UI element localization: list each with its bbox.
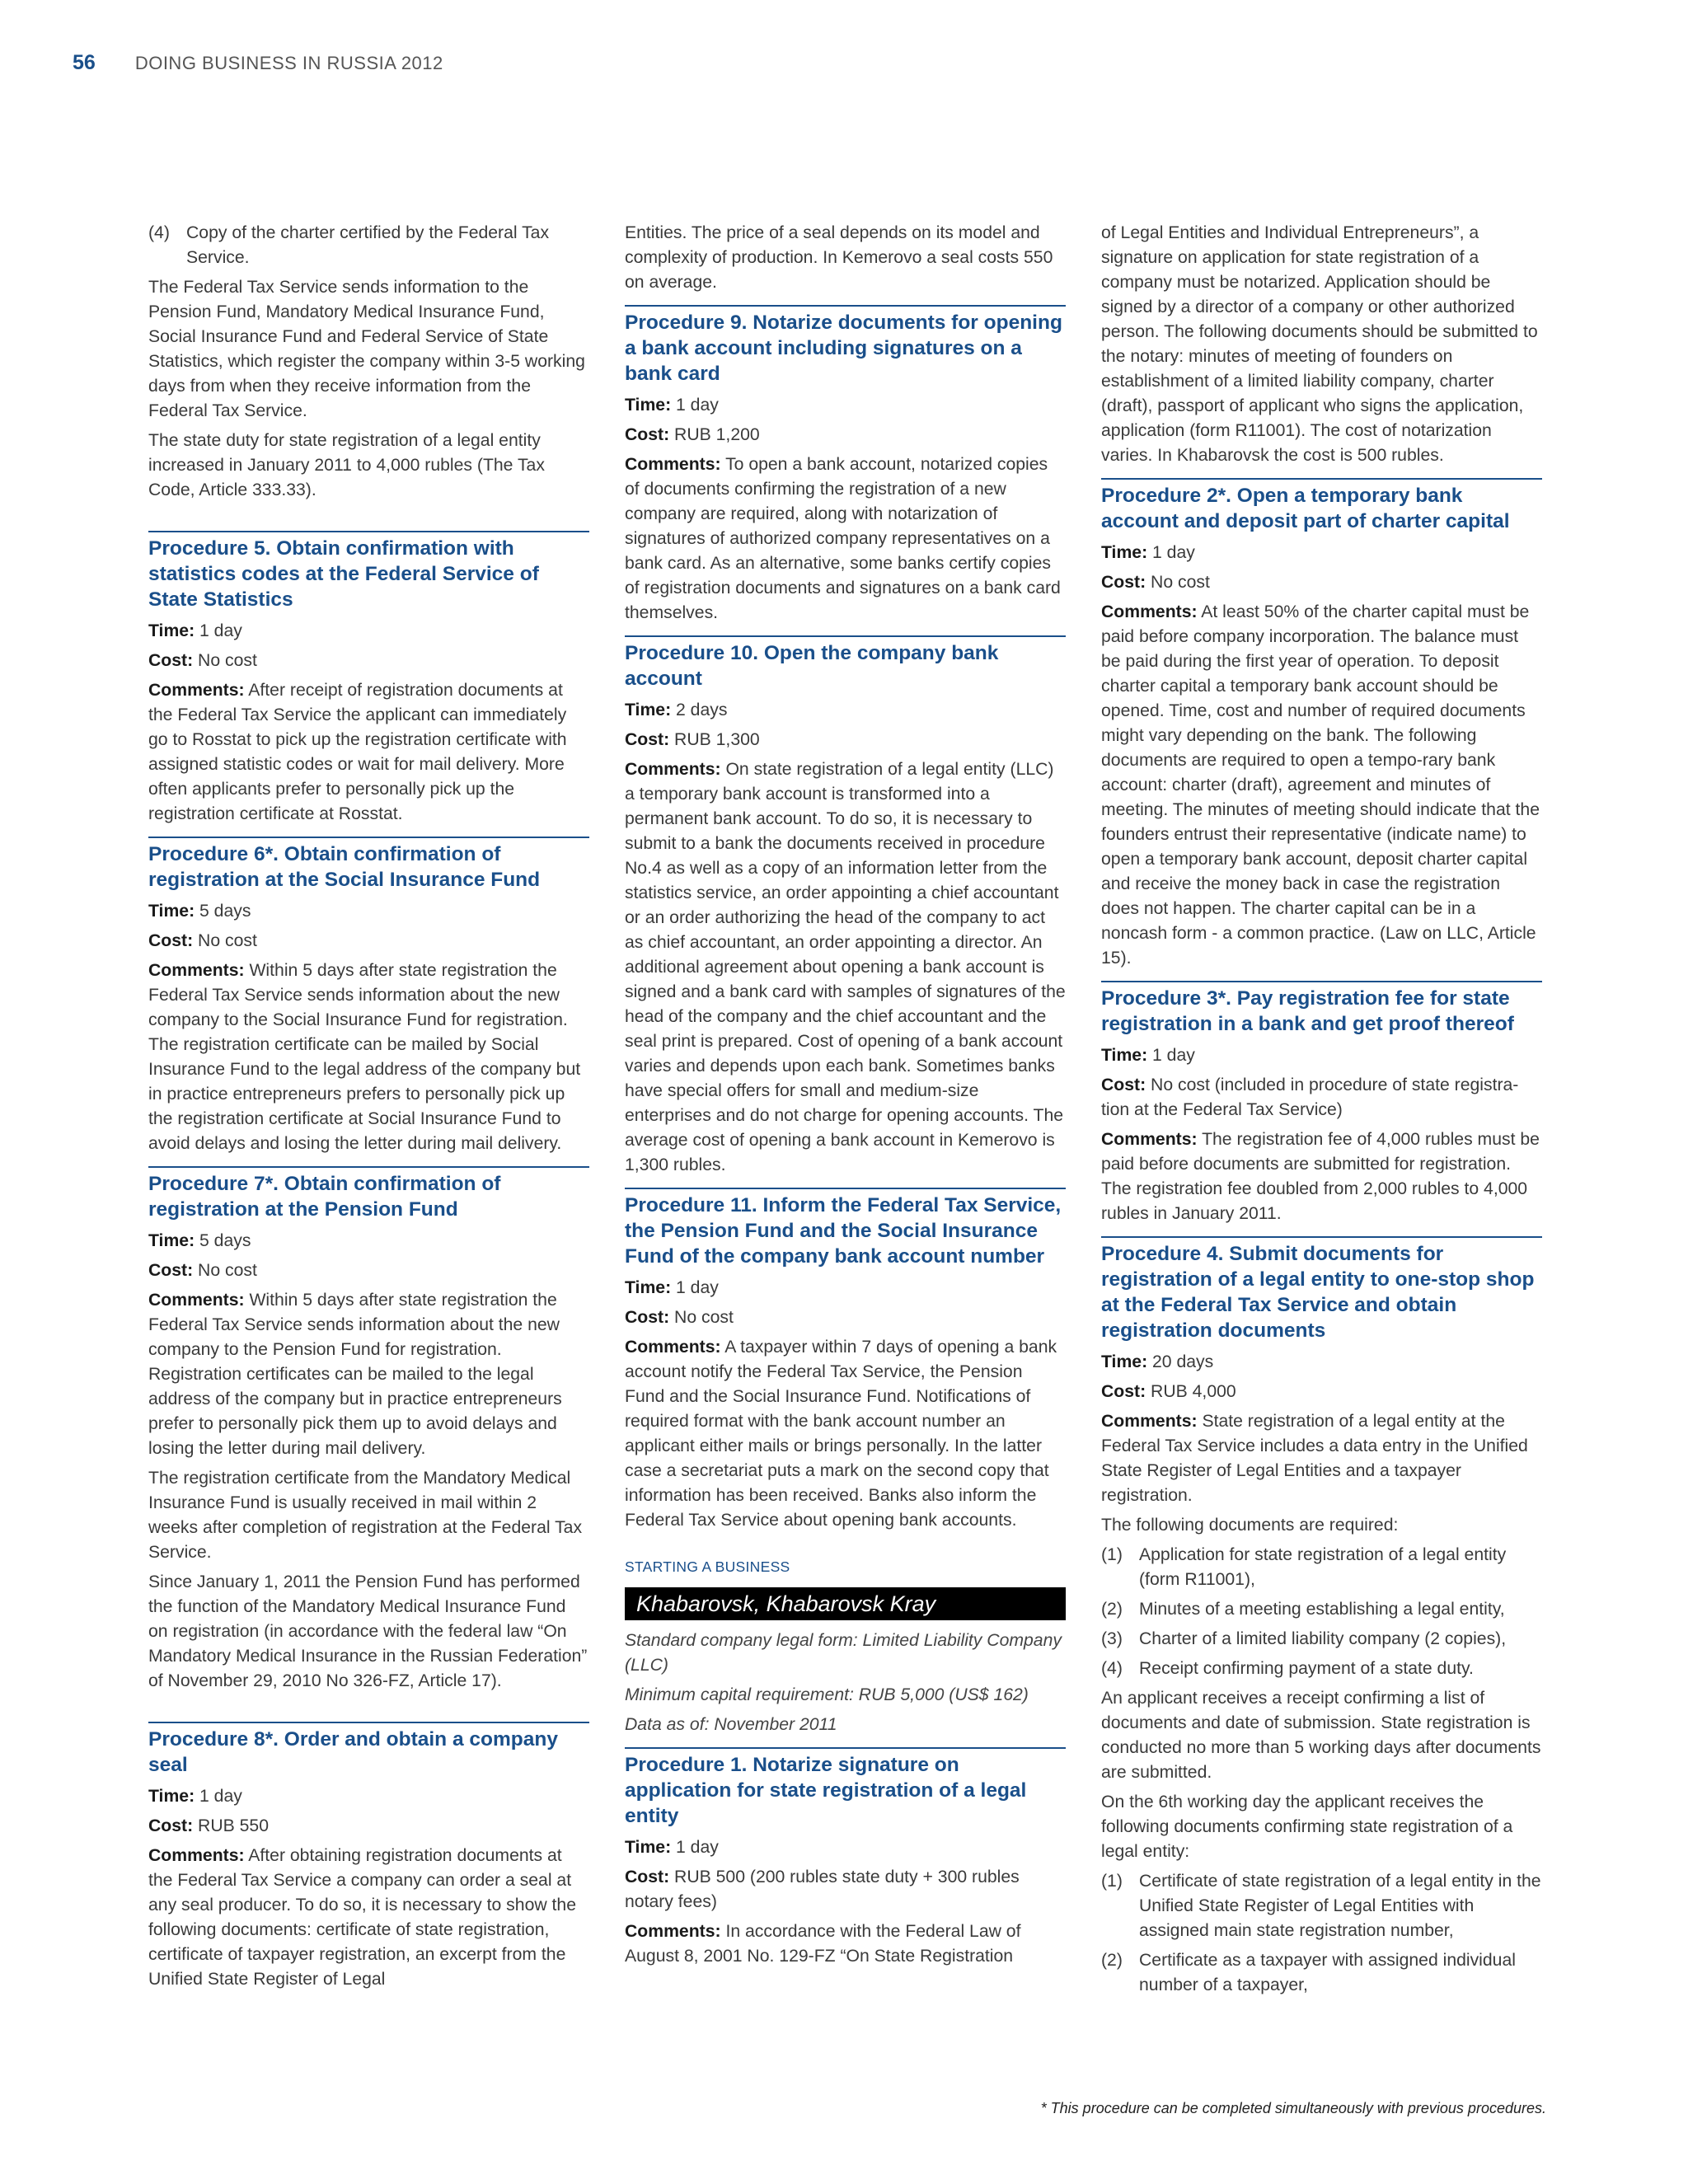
time-value: 1 day <box>676 396 719 415</box>
footnote: * This procedure can be completed simultaneously with previous procedures. <box>1040 2100 1546 2116</box>
cost-label: Cost: <box>625 730 670 749</box>
procedure-5-title: Procedure 5. Obtain confirmation with statistics codes at the Federal Service of State Statistics <box>148 537 539 611</box>
city-banner: Khabarovsk, Khabarovsk Kray <box>625 1587 1066 1620</box>
procedure-1-comments <box>625 1919 1066 1969</box>
time-value: 5 days <box>199 902 251 921</box>
cost-label: Cost: <box>625 1308 670 1327</box>
paragraph: An applicant receives a receipt confirming a list of documents and date of submission. State registration is conducted no more than 5 working days after documents are submitted. <box>1101 1689 1541 1782</box>
procedure-1-time <box>625 1835 1066 1860</box>
list-item <box>148 221 589 270</box>
list-item <box>1101 1869 1542 1943</box>
cost-label: Cost: <box>1101 573 1146 592</box>
procedure-10-title: Procedure 10. Open the company bank account <box>625 642 999 690</box>
cost-value: No cost <box>674 1308 734 1327</box>
list-item <box>1101 1543 1542 1592</box>
procedure-9-comments <box>625 452 1066 626</box>
paragraph: On the 6th working day the applicant receives the following documents confirming state registration of a legal entity: <box>1101 1793 1513 1861</box>
procedure-8-comments <box>148 1844 589 1992</box>
procedure-8-time <box>148 1784 589 1809</box>
cost-value: No cost <box>198 1261 257 1280</box>
comments-label: Comments: <box>625 455 721 474</box>
procedure-6-header <box>148 837 589 893</box>
procedure-7-time <box>148 1229 589 1254</box>
procedure-5-header <box>148 531 589 612</box>
time-value: 1 day <box>199 621 242 640</box>
procedure-6-title: Procedure 6*. Obtain confirmation of registration at the Social Insurance Fund <box>148 843 541 891</box>
comments-label: Comments: <box>625 1922 721 1941</box>
comments-text: The registration fee of 4,000 rubles must be paid before documents are submitted for registration. The registration fee doubled from 2,000 rubles to 4,000 rubles in January 2011. <box>1101 1130 1540 1223</box>
comments-text: State registration of a legal entity at the Federal Tax Service includes a data entry in the Unified State Register of Legal Entities and a taxpayer registration. <box>1101 1412 1528 1505</box>
cost-label: Cost: <box>148 931 194 950</box>
column-middle <box>625 221 1066 1974</box>
list-item <box>1101 1657 1542 1681</box>
comments-label: Comments: <box>1101 602 1198 621</box>
procedure-2-title: Procedure 2*. Open a temporary bank account and deposit part of charter capital <box>1101 485 1510 532</box>
time-value: 1 day <box>1152 543 1195 562</box>
list-item <box>1101 1627 1542 1652</box>
list-number: (4) <box>148 223 170 242</box>
comments-label: Comments: <box>1101 1412 1198 1431</box>
procedure-2-header <box>1101 478 1542 534</box>
comments-text: After obtaining registration documents at the Federal Tax Service a company can order a seal at any seal producer. To do so, it is necessary to show the following documents: certificate of state registration, certificate of taxpayer registration, an excerpt from the Unified State Register of Legal <box>148 1846 576 1989</box>
procedure-9-cost <box>625 423 1066 448</box>
procedure-2-cost <box>1101 570 1542 595</box>
paragraph: The Federal Tax Service sends information to the Pension Fund, Mandatory Medical Insurance Fund, Social Insurance Fund and Federal Service of State Statistics, which register the company within 3-5 working days from when they receive information from the Federal Tax Service. <box>148 278 585 420</box>
comments-label: Comments: <box>148 961 245 980</box>
comments-label: Comments: <box>148 1846 245 1865</box>
page-header <box>73 51 443 84</box>
procedure-7-header <box>148 1166 589 1222</box>
procedure-11-comments <box>625 1335 1066 1533</box>
procedure-8-title: Procedure 8*. Order and obtain a company seal <box>148 1728 558 1776</box>
procedure-4-time <box>1101 1350 1542 1375</box>
time-value: 1 day <box>676 1278 719 1297</box>
procedure-3-comments <box>1101 1127 1542 1226</box>
procedure-10-cost <box>625 728 1066 752</box>
procedure-6-time <box>148 899 589 924</box>
comments-text: On state registration of a legal entity (LLC) a temporary bank account is transformed into a permanent bank account. To do so, it is necessary to submit to a bank the documents received in procedure No.4 as well as a copy of an information letter from the statistics service, an order appointing a chief accountant or an order authorizing the head of the company to act as chief accountant, an order appointing a director. An additional agreement about opening a bank account is signed and a bank card with samples of signatures of the head of the company and the chief accountant and the seal print is prepared. Cost of opening of a bank account varies and depends upon each bank. Sometimes banks have special offers for small and medium-size enterprises and do not charge for opening accounts. The average cost of opening a bank account in Kemerovo is 1,300 rubles. <box>625 760 1066 1174</box>
list-number: (1) <box>1101 1872 1123 1891</box>
procedure-9-time <box>625 393 1066 418</box>
time-value: 1 day <box>676 1838 719 1857</box>
time-value: 5 days <box>199 1231 251 1250</box>
cost-value: RUB 1,300 <box>674 730 760 749</box>
procedure-9-header <box>625 305 1066 387</box>
comments-label: Comments: <box>148 1291 245 1310</box>
cost-value: RUB 500 (200 rubles state duty + 300 rubles notary fees) <box>625 1868 1020 1911</box>
list-text: Receipt confirming payment of a state duty. <box>1139 1659 1474 1678</box>
list-number: (2) <box>1101 1951 1123 1970</box>
list-text: Certificate of state registration of a legal entity in the Unified State Register of Legal Entities with assigned main state registration number, <box>1139 1872 1541 1940</box>
paragraph: of Legal Entities and Individual Entrepreneurs”, a signature on application for state registration of a company must be notarized. Application should be signed by a director of a company or other authorized person. The following documents should be submitted to the notary: minutes of meeting of founders on establishment of a limited liability company, charter (draft), passport of applicant who signs the application, application (form R11001). The cost of notarization varies. In Khabarovsk the cost is 500 rubles. <box>1101 223 1538 465</box>
list-text: Copy of the charter certified by the Federal Tax Service. <box>186 223 550 267</box>
list-number: (2) <box>1101 1600 1123 1619</box>
procedure-4-header <box>1101 1236 1542 1343</box>
time-label: Time: <box>148 1231 195 1250</box>
procedure-2-time <box>1101 541 1542 565</box>
procedure-11-title: Procedure 11. Inform the Federal Tax Service, the Pension Fund and the Social Insurance Fund of the company bank account number <box>625 1194 1062 1268</box>
comments-label: Comments: <box>625 1338 721 1357</box>
time-label: Time: <box>625 701 672 719</box>
time-value: 1 day <box>1152 1046 1195 1065</box>
comments-text: At least 50% of the charter capital must be paid before company incorporation. The balance must be paid during the first year of operation. To deposit charter capital a temporary bank account should be opened. Time, cost and number of required documents might vary depending on the bank. The following documents are required to open a tempo-rary bank account: charter (draft), agreement and minutes of meeting. The minutes of meeting should indicate that the founders entrust their representative (indicate name) to open a temporary bank account, deposit charter capital and receive the money back in case the registration does not happen. The charter capital can be in a noncash form - a common practice. (Law on LLC, Article 15). <box>1101 602 1540 968</box>
procedure-3-cost <box>1101 1073 1542 1122</box>
list-text: Minutes of a meeting establishing a legal entity, <box>1139 1600 1505 1619</box>
time-label: Time: <box>148 621 195 640</box>
procedure-1-title: Procedure 1. Notarize signature on application for state registration of a legal entity <box>625 1754 1027 1827</box>
comments-text: Within 5 days after state registration the Federal Tax Service sends information about the new company to the Pension Fund for registration. Registration certificates can be mailed to the legal address of the company but in practice entrepreneurs prefer to personally pick them up to avoid delays and losing the letter during mail delivery. <box>148 1291 562 1458</box>
comments-text: After receipt of registration documents at the Federal Tax Service the applicant can immediately go to Rosstat to pick up the registration certificate with assigned statistic codes or wait for mail delivery. More often applicants prefer to personally pick up the registration certificate at Rosstat. <box>148 681 567 823</box>
comments-text: In accordance with the Federal Law of August 8, 2001 No. 129-FZ “On State Registration <box>625 1922 1021 1966</box>
time-label: Time: <box>1101 1352 1148 1371</box>
procedure-6-cost <box>148 929 589 954</box>
list-number: (3) <box>1101 1629 1123 1648</box>
comments-label: Comments: <box>1101 1130 1198 1149</box>
time-label: Time: <box>148 1787 195 1806</box>
cost-value: No cost <box>1151 573 1210 592</box>
column-right <box>1101 221 1542 2003</box>
column-left <box>148 221 589 1997</box>
procedure-5-comments <box>148 678 589 827</box>
procedure-3-time <box>1101 1043 1542 1068</box>
procedure-7-comments <box>148 1288 589 1461</box>
cost-value: No cost <box>198 651 257 670</box>
list-number: (4) <box>1101 1659 1123 1678</box>
time-value: 2 days <box>676 701 728 719</box>
paragraph: Since January 1, 2011 the Pension Fund has performed the function of the Mandatory Medical Insurance Fund on registration (in accordance with the federal law “On Mandatory Medical Insurance in the Russian Federation” of November 29, 2010 No 326-FZ, Article 17). <box>148 1572 588 1690</box>
data-as-of: Data as of: November 2011 <box>625 1715 837 1734</box>
time-label: Time: <box>625 1278 672 1297</box>
procedure-4-title: Procedure 4. Submit documents for registration of a legal entity to one-stop shop at the Federal Tax Service and obtain registration documents <box>1101 1243 1535 1342</box>
time-value: 20 days <box>1152 1352 1214 1371</box>
procedure-4-cost <box>1101 1380 1542 1404</box>
procedure-10-time <box>625 698 1066 723</box>
list-text: Charter of a limited liability company (2 copies), <box>1139 1629 1507 1648</box>
comments-text: Within 5 days after state registration the Federal Tax Service sends information about the new company to the Social Insurance Fund for registration. The registration certificate can be mailed by Social Insurance Fund to the legal address of the company but in practice entrepreneurs prefers to personally pick up the registration certificate at Social Insurance Fund to avoid delays and losing the letter during mail delivery. <box>148 961 581 1153</box>
list-text: Application for state registration of a legal entity (form R11001), <box>1139 1545 1507 1589</box>
time-label: Time: <box>1101 543 1148 562</box>
time-label: Time: <box>148 902 195 921</box>
cost-value: No cost (included in procedure of state registra-tion at the Federal Tax Service) <box>1101 1076 1519 1119</box>
procedure-5-cost <box>148 649 589 673</box>
comments-label: Comments: <box>625 760 721 779</box>
procedure-9-title: Procedure 9. Notarize documents for opening a bank account including signatures on a bank card <box>625 312 1062 385</box>
time-value: 1 day <box>199 1787 242 1806</box>
cost-label: Cost: <box>625 1868 670 1886</box>
cost-value: RUB 1,200 <box>674 425 760 444</box>
cost-label: Cost: <box>148 651 194 670</box>
time-label: Time: <box>625 1838 672 1857</box>
cost-label: Cost: <box>625 425 670 444</box>
legal-form: Standard company legal form: Limited Liability Company (LLC) <box>625 1631 1062 1675</box>
min-capital: Minimum capital requirement: RUB 5,000 (US$ 162) <box>625 1685 1029 1704</box>
procedure-11-cost <box>625 1305 1066 1330</box>
cost-label: Cost: <box>1101 1076 1146 1094</box>
procedure-6-comments <box>148 958 589 1156</box>
running-title: DOING BUSINESS IN RUSSIA 2012 <box>134 53 443 73</box>
procedure-11-header <box>625 1188 1066 1269</box>
cost-label: Cost: <box>1101 1382 1146 1401</box>
procedure-8-cost <box>148 1814 589 1839</box>
cost-value: No cost <box>198 931 257 950</box>
procedure-11-time <box>625 1276 1066 1301</box>
procedure-7-cost <box>148 1258 589 1283</box>
paragraph: Entities. The price of a seal depends on its model and complexity of production. In Kemerovo a seal costs 550 on average. <box>625 223 1053 292</box>
comments-label: Comments: <box>148 681 245 700</box>
cost-label: Cost: <box>148 1261 194 1280</box>
list-item <box>1101 1948 1542 1998</box>
procedure-1-header <box>625 1747 1066 1829</box>
section-label: STARTING A BUSINESS <box>625 1558 790 1575</box>
page-number: 56 <box>73 51 96 74</box>
paragraph: The registration certificate from the Mandatory Medical Insurance Fund is usually received in mail within 2 weeks after completion of registration at the Federal Tax Service. <box>148 1469 583 1562</box>
procedure-5-time <box>148 619 589 644</box>
procedure-2-comments <box>1101 600 1542 971</box>
time-label: Time: <box>625 396 672 415</box>
cost-value: RUB 550 <box>198 1816 270 1835</box>
list-text: Certificate as a taxpayer with assigned individual number of a taxpayer, <box>1139 1951 1516 1994</box>
cost-label: Cost: <box>148 1816 194 1835</box>
comments-text: To open a bank account, notarized copies of documents confirming the registration of a new company are required, along with notarization of signatures of authorized company representatives on a bank card. As an alternative, some banks certify copies of registration documents and signatures on a bank card themselves. <box>625 455 1061 622</box>
procedure-7-title: Procedure 7*. Obtain confirmation of registration at the Pension Fund <box>148 1173 501 1221</box>
time-label: Time: <box>1101 1046 1148 1065</box>
list-item <box>1101 1597 1542 1622</box>
procedure-3-title: Procedure 3*. Pay registration fee for state registration in a bank and get proof thereof <box>1101 987 1514 1035</box>
list-number: (1) <box>1101 1545 1123 1564</box>
procedure-10-comments <box>625 757 1066 1178</box>
comments-text: A taxpayer within 7 days of opening a bank account notify the Federal Tax Service, the Pension Fund and the Social Insurance Fund. Notifications of required format with the bank account number an applicant either mails or brings personally. In the latter case a secretariat puts a mark on the second copy that information has been received. Banks also inform the Federal Tax Service about opening bank accounts. <box>625 1338 1057 1530</box>
procedure-3-header <box>1101 981 1542 1037</box>
procedure-1-cost <box>625 1865 1066 1915</box>
procedure-4-comments <box>1101 1409 1542 1508</box>
paragraph: The following documents are required: <box>1101 1516 1399 1535</box>
cost-value: RUB 4,000 <box>1151 1382 1236 1401</box>
procedure-10-header <box>625 635 1066 691</box>
paragraph: The state duty for state registration of a legal entity increased in January 2011 to 4,000 rubles (The Tax Code, Article 333.33). <box>148 431 545 499</box>
procedure-8-header <box>148 1722 589 1778</box>
